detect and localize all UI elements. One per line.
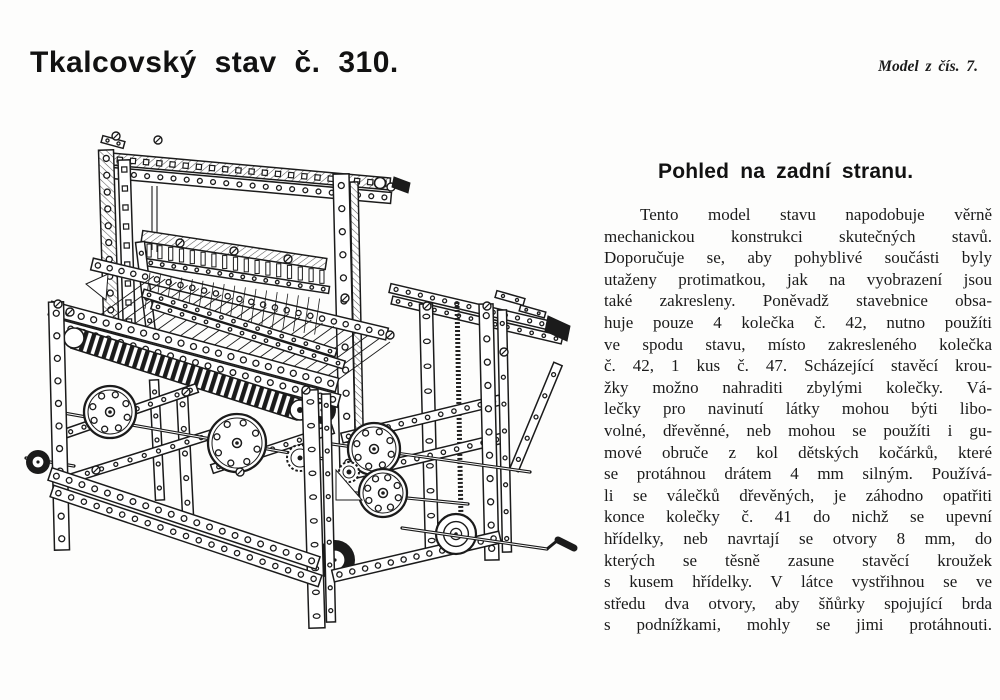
paragraph-line: lečky pro navinutí látky mohou býti libo- (604, 399, 992, 419)
screw-head (423, 302, 431, 310)
paragraph-line: také zakresleny. Poněvadž stavebnice obsa- (604, 291, 992, 311)
screw-head (154, 136, 162, 144)
paragraph-line: li se válečků dřevěných, je záhodno opatřiti (604, 485, 992, 505)
rear-leg (479, 304, 499, 560)
pulley (26, 450, 50, 474)
spoked-wheel (84, 386, 136, 438)
screw-head (92, 466, 100, 474)
screw-head (176, 239, 184, 247)
paragraph-line: mechanickou konstrukci skutečných stavů. (604, 226, 992, 246)
screw-head (500, 348, 508, 356)
screw-head (236, 468, 244, 476)
model-note: Model z čís. 7. (878, 58, 978, 75)
paragraph-line: volné, dřevěnné, neb mohou se použíti i gu- (604, 420, 992, 440)
paragraph-line: s kusem hřídelky. V látce vystřihnou se ve (604, 572, 992, 592)
screw-head (284, 255, 292, 263)
paragraph-line: Doporučuje se, aby pohyblivé součásti byly (604, 248, 992, 268)
loom-illustration (10, 105, 590, 675)
screw-head (341, 294, 349, 302)
screw-head (230, 247, 238, 255)
article-paragraph (604, 204, 992, 636)
screw-head (112, 132, 120, 140)
paragraph-line: mové obruče z kol dětských kočárků, které (604, 442, 992, 462)
screw-head (66, 308, 74, 316)
paragraph-line: utaženy protimatkou, jak na vyobrazení jsou (604, 269, 992, 289)
screw-head (386, 331, 394, 339)
spoked-wheel (359, 469, 407, 517)
loom-engraving (10, 105, 590, 675)
article-heading: Pohled na zadní stranu. (658, 160, 914, 183)
right-post (420, 304, 439, 553)
paragraph-line: kterých se těsně zasune stavěcí kroužek (604, 550, 992, 570)
paragraph-line: č. 42, 1 kus č. 47. Scházející stavěcí krou- (604, 356, 992, 376)
screw-head (182, 388, 190, 396)
paragraph-line: konce kolečky č. 41 do nichž se upevní (604, 507, 992, 527)
paragraph-line: ve spodu stavu, místo zakresleného kolečka (604, 334, 992, 354)
diagonal-strip (510, 362, 562, 471)
paragraph-line: hřídelky, neb navrtají se otvory 8 mm, do (604, 528, 992, 548)
paragraph-line: Tento model stavu napodobuje věrně (640, 205, 992, 224)
mid-leg (177, 392, 194, 516)
rear-leg (498, 310, 512, 552)
page-title: Tkalcovský stav č. 310. (30, 46, 399, 79)
screw-head (54, 300, 62, 308)
paragraph-line: huje pouze 4 kolečka č. 42, nutno použíti (604, 312, 992, 332)
screw-head (302, 386, 310, 394)
bracket (495, 291, 525, 306)
paragraph-line: s podnížkami, mohly se jimi protáhnouti. (604, 615, 992, 635)
paragraph-line: středu dva otvory, aby šňůrky spojující brda (604, 593, 992, 613)
paragraph-line: se protáhnou drátem 4 mm silným. Používá- (604, 464, 992, 484)
screw-head (483, 302, 491, 310)
paragraph-line: žky možno nahraditi zbylými kolečky. Vá- (604, 377, 992, 397)
spoked-wheel (208, 414, 266, 472)
